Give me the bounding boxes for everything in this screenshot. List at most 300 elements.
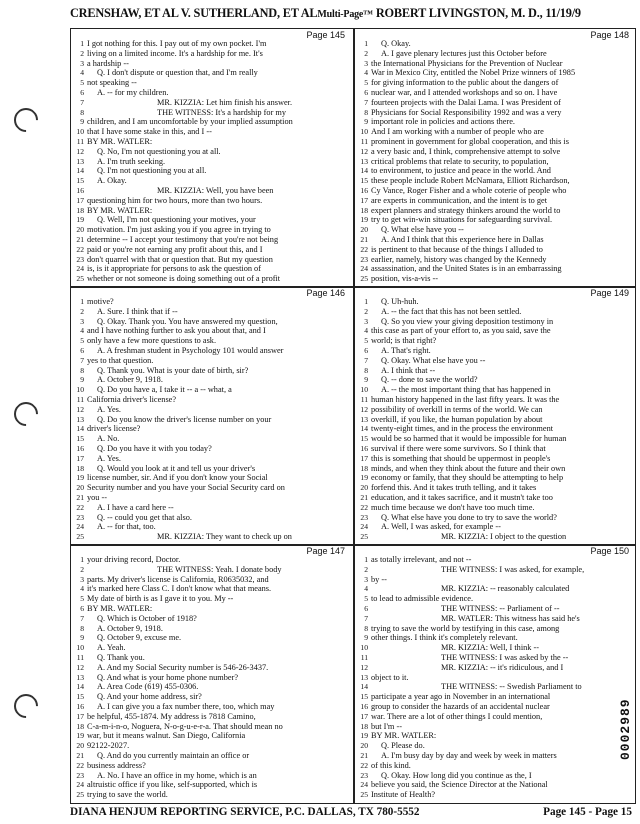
line-text: BY MR. WATLER:: [87, 603, 153, 613]
line-number: 8: [80, 623, 84, 633]
line-text: other things. I think it's completely relevant.: [371, 633, 518, 643]
transcript-line: [356, 59, 634, 69]
line-text: Q. Would you look at it and tell us your driver's: [97, 463, 256, 473]
transcript-line: [356, 653, 634, 663]
line-text: minds, and when they think about the future and their own: [371, 463, 566, 473]
line-number: 23: [360, 512, 368, 522]
line-text: trying to save the world by testifying in this case, among: [371, 623, 560, 633]
transcript-line: [356, 405, 634, 415]
line-text: survival if there were some survivors. So I think that: [371, 443, 546, 453]
line-number: 6: [80, 87, 84, 97]
transcript-line: [72, 663, 350, 673]
transcript-line: [356, 356, 634, 366]
line-number: 25: [76, 790, 84, 800]
line-number: 7: [80, 613, 84, 623]
line-number: 3: [80, 58, 84, 68]
line-number: 13: [76, 414, 84, 424]
line-number: 13: [76, 672, 84, 682]
line-number: 7: [364, 613, 368, 623]
line-number: 16: [76, 185, 84, 195]
transcript-line: [356, 483, 634, 493]
transcript-line: [72, 712, 350, 722]
line-text: A. I have a card here --: [97, 502, 174, 512]
line-number: 7: [80, 97, 84, 107]
line-number: 4: [80, 68, 84, 78]
line-number: 9: [80, 117, 84, 127]
line-text: A. I can give you a fax number there, too, which may: [97, 701, 275, 711]
line-text: would be so harmed that it would be impossible for human: [371, 434, 567, 444]
transcript-line: [72, 356, 350, 366]
line-text: Q. Thank you.: [97, 652, 145, 662]
line-number: 17: [360, 711, 368, 721]
transcript-line: [356, 493, 634, 503]
line-number: 18: [360, 463, 368, 473]
line-text: believe you said, the Science Director at the National: [371, 780, 548, 790]
line-number: 6: [364, 345, 368, 355]
line-text: A. Yes.: [97, 453, 121, 463]
line-number: 17: [76, 195, 84, 205]
line-number: 13: [360, 414, 368, 424]
line-number: 18: [360, 205, 368, 215]
transcript-line: [356, 395, 634, 405]
transcript-line: [72, 771, 350, 781]
column-divider: [353, 29, 355, 803]
line-text: driver's license?: [87, 424, 141, 434]
transcript-line: [356, 712, 634, 722]
line-number: 1: [80, 555, 84, 564]
page-number: Page 148: [590, 30, 629, 40]
transcript-line: [72, 790, 350, 800]
line-text: critical problems that relate to security, to population,: [371, 156, 549, 166]
transcript-line: [356, 503, 634, 513]
line-number: 21: [76, 750, 84, 760]
line-text: MR. KIZZIA: -- it's ridiculous, and I: [441, 662, 564, 672]
line-number: 1: [80, 39, 84, 48]
transcript-line: [356, 633, 634, 643]
line-text: to environment, to justice and peace in the world. And: [371, 166, 551, 176]
transcript-line: [72, 206, 350, 216]
line-text: Q. And your home address, sir?: [97, 692, 202, 702]
line-text: trying to save the world.: [87, 790, 168, 800]
line-number: 11: [76, 136, 84, 146]
transcript-line: [72, 274, 350, 284]
binder-hole-2: [9, 397, 43, 431]
transcript-line: [356, 771, 634, 781]
line-number: 20: [360, 483, 368, 493]
line-number: 7: [80, 355, 84, 365]
transcript-line: [356, 307, 634, 317]
line-text: living on a limited income. It's a hardship for me. It's: [87, 48, 263, 58]
line-number: 12: [360, 146, 368, 156]
line-text: MR. KIZZIA: Well, you have been: [157, 185, 274, 195]
bates-stamp: 0002989: [618, 698, 633, 760]
line-text: 92122-2027.: [87, 741, 130, 751]
line-text: A. October 9, 1918.: [97, 623, 163, 633]
transcript-lines: [356, 297, 634, 542]
transcript-line: [72, 653, 350, 663]
transcript-line: [72, 682, 350, 692]
line-text: BY MR. WATLER:: [371, 731, 437, 741]
line-text: to lead to admissible evidence.: [371, 594, 474, 604]
line-text: be helpful, 455-1874. My address is 7818 Camino,: [87, 711, 256, 721]
transcript-line: [72, 157, 350, 167]
line-text: THE WITNESS: It's a hardship for my: [157, 107, 287, 117]
transcript-lines: [72, 555, 350, 800]
line-number: 25: [360, 532, 368, 542]
line-text: Q. Uh-huh.: [381, 297, 419, 306]
line-text: by --: [371, 574, 387, 584]
line-number: 7: [364, 355, 368, 365]
transcript-line: [72, 49, 350, 59]
line-text: A. No. I have an office in my home, which is an: [97, 770, 257, 780]
transcript-line: [72, 255, 350, 265]
footer-page-range: Page 145 - Page 15: [543, 806, 632, 818]
line-number: 4: [364, 584, 368, 594]
line-number: 10: [76, 127, 84, 137]
line-text: Security number and you have your Social Security card on: [87, 483, 285, 493]
transcript-line: [72, 176, 350, 186]
line-number: 18: [360, 721, 368, 731]
line-number: 5: [364, 594, 368, 604]
transcript-line: [356, 532, 634, 542]
line-number: 24: [76, 522, 84, 532]
transcript-line: [356, 117, 634, 127]
transcript-line: [72, 127, 350, 137]
line-text: earlier, namely, history was changed by the Kennedy: [371, 254, 547, 264]
line-text: A. -- for my children.: [97, 87, 169, 97]
line-number: 16: [360, 185, 368, 195]
line-number: 21: [360, 750, 368, 760]
line-text: A. I'm busy day by day and week by week in matters: [381, 750, 557, 760]
line-number: 9: [364, 375, 368, 385]
transcript-line: [72, 98, 350, 108]
line-text: Q. And what is your home phone number?: [97, 672, 239, 682]
line-number: 3: [80, 574, 84, 584]
transcript-line: [72, 59, 350, 69]
line-text: questioning him for two hours, more than two hours.: [87, 195, 263, 205]
line-number: 21: [360, 234, 368, 244]
transcript-line: [72, 604, 350, 614]
line-text: of this kind.: [371, 760, 411, 770]
line-number: 18: [76, 463, 84, 473]
line-text: BY MR. WATLER:: [87, 136, 153, 146]
line-number: 14: [360, 682, 368, 692]
line-text: it's marked here Class C. I don't know what that means.: [87, 584, 272, 594]
line-text: Q. And do you currently maintain an office or: [97, 750, 250, 760]
line-text: whether or not someone is doing something out of a profit: [87, 274, 281, 284]
line-text: motivation. I'm just asking you if you agree in trying to: [87, 225, 271, 235]
line-text: Q. October 9, excuse me.: [97, 633, 182, 643]
line-text: Institute of Health?: [371, 790, 436, 800]
line-number: 25: [76, 532, 84, 542]
line-text: as totally irrelevant, and not --: [371, 555, 472, 564]
line-text: My date of birth is as I gave it to you. My --: [87, 594, 234, 604]
transcript-line: [356, 235, 634, 245]
transcript-line: [72, 761, 350, 771]
transcript-line: [356, 196, 634, 206]
transcript-line: [72, 375, 350, 385]
transcript-line: [72, 594, 350, 604]
transcript-page-5: [72, 546, 350, 802]
transcript-line: [72, 434, 350, 444]
line-text: Q. Which is October of 1918?: [97, 613, 197, 623]
line-text: MR. KIZZIA: I object to the question: [441, 532, 567, 542]
transcript-line: [72, 555, 350, 565]
line-number: 17: [360, 453, 368, 463]
line-text: prominent in government for global cooperation, and this is: [371, 136, 569, 146]
line-text: this case as part of your effort to, as you said, save the: [371, 326, 551, 336]
line-number: 12: [360, 662, 368, 672]
line-text: but I'm --: [371, 721, 402, 731]
transcript-line: [356, 682, 634, 692]
line-text: Q. Well, I'm not questioning your motives, your: [97, 215, 256, 225]
line-number: 6: [364, 87, 368, 97]
line-text: parts. My driver's license is California, R0635032, and: [87, 574, 269, 584]
transcript-line: [356, 137, 634, 147]
line-text: MR. KIZZIA: They want to check up on: [157, 532, 292, 542]
line-text: yes to that question.: [87, 355, 154, 365]
line-number: 23: [360, 770, 368, 780]
line-text: are experts in communication, and the intent is to get: [371, 195, 548, 205]
line-text: that I have some stake in this, and I --: [87, 127, 212, 137]
transcript-line: [356, 594, 634, 604]
line-number: 22: [360, 760, 368, 770]
line-number: 16: [76, 443, 84, 453]
line-text: A. And my Social Security number is 546-26-3437.: [97, 662, 269, 672]
transcript-line: [356, 424, 634, 434]
line-text: motive?: [87, 297, 114, 306]
transcript-line: [356, 575, 634, 585]
line-number: 23: [76, 512, 84, 522]
transcript-line: [356, 157, 634, 167]
line-text: Q. Do you have a, I take it -- a -- what, a: [97, 385, 232, 395]
page-header: [70, 6, 636, 26]
line-text: and I have nothing further to ask you about that, and I: [87, 326, 266, 336]
line-text: A. -- the fact that this has not been settled.: [381, 306, 522, 316]
line-number: 17: [76, 711, 84, 721]
transcript-line: [356, 731, 634, 741]
line-number: 12: [76, 404, 84, 414]
line-text: Q. -- could you get that also.: [97, 512, 192, 522]
transcript-line: [72, 702, 350, 712]
line-text: Q. Please do.: [381, 741, 425, 751]
transcript-line: [72, 235, 350, 245]
line-text: BY MR. WATLER:: [87, 205, 153, 215]
line-number: 11: [360, 394, 368, 404]
line-number: 22: [360, 502, 368, 512]
line-text: THE WITNESS: I was asked by the --: [441, 652, 569, 662]
line-text: the International Physicians for the Prevention of Nuclear: [371, 58, 563, 68]
line-text: is, is it appropriate for persons to ask the question of: [87, 264, 261, 274]
transcript-line: [356, 326, 634, 336]
line-text: THE WITNESS: Yeah. I donate body: [157, 564, 282, 574]
line-number: 1: [364, 297, 368, 306]
transcript-line: [72, 614, 350, 624]
transcript-line: [72, 186, 350, 196]
line-number: 25: [76, 274, 84, 284]
line-number: 11: [76, 652, 84, 662]
line-number: 17: [76, 453, 84, 463]
line-number: 7: [364, 97, 368, 107]
line-text: overkill, if you like, the human population by about: [371, 414, 543, 424]
line-number: 15: [360, 692, 368, 702]
line-number: 12: [76, 662, 84, 672]
line-text: Q. Okay.: [381, 39, 411, 48]
line-text: war. There are a lot of other things I could mention,: [371, 711, 543, 721]
line-text: business address?: [87, 760, 146, 770]
transcript-line: [72, 565, 350, 575]
page-footer: [70, 806, 636, 822]
transcript-lines: [356, 39, 634, 284]
transcript-page-1: [72, 30, 350, 286]
transcript-line: [356, 643, 634, 653]
line-number: 19: [76, 473, 84, 483]
line-number: 19: [360, 473, 368, 483]
line-number: 3: [364, 58, 368, 68]
transcript-line: [356, 513, 634, 523]
transcript-line: [72, 346, 350, 356]
line-number: 24: [360, 780, 368, 790]
transcript-line: [356, 68, 634, 78]
transcript-line: [72, 513, 350, 523]
line-text: A. I think that --: [381, 365, 436, 375]
line-number: 24: [76, 780, 84, 790]
line-number: 8: [364, 623, 368, 633]
transcript-line: [72, 444, 350, 454]
line-text: California driver's license?: [87, 394, 177, 404]
line-text: MR. WATLER: This witness has said he's: [441, 613, 580, 623]
line-text: altruistic office if you like, self-supported, which is: [87, 780, 258, 790]
line-text: paid or you're not earning any profit about this, and I: [87, 244, 263, 254]
line-text: Q. Okay. Thank you. You have answered my question,: [97, 316, 278, 326]
line-text: A. -- for that, too.: [97, 522, 156, 532]
line-number: 22: [76, 502, 84, 512]
line-number: 12: [360, 404, 368, 414]
line-number: 2: [364, 306, 368, 316]
transcript-line: [72, 731, 350, 741]
line-number: 6: [80, 345, 84, 355]
transcript-line: [356, 673, 634, 683]
line-text: I got nothing for this. I pay out of my own pocket. I'm: [87, 39, 267, 48]
transcript-line: [356, 415, 634, 425]
transcript-line: [356, 522, 634, 532]
line-number: 15: [360, 176, 368, 186]
line-number: 5: [80, 594, 84, 604]
transcript-line: [356, 225, 634, 235]
transcript-line: [356, 761, 634, 771]
transcript-line: [72, 473, 350, 483]
transcript-page-6: [356, 546, 634, 802]
transcript-line: [356, 255, 634, 265]
line-number: 11: [360, 652, 368, 662]
transcript-line: [356, 741, 634, 751]
transcript-line: [72, 108, 350, 118]
line-number: 6: [364, 603, 368, 613]
line-text: nuclear war, and I attended workshops and so on. I have: [371, 87, 558, 97]
binder-hole-3: [9, 689, 43, 723]
line-number: 15: [360, 434, 368, 444]
line-text: Cy Vance, Roger Fisher and a whole coterie of people who: [371, 185, 567, 195]
line-number: 10: [76, 385, 84, 395]
line-text: Q. No, I'm not questioning you at all.: [97, 146, 221, 156]
transcript-line: [72, 503, 350, 513]
line-text: A. Area Code (619) 455-0306.: [97, 682, 199, 692]
transcript-line: [356, 166, 634, 176]
transcript-line: [356, 604, 634, 614]
line-text: C-a-m-i-n-o, Noguera, N-o-g-u-e-r-a. That should mean no: [87, 721, 283, 731]
line-text: for giving information to the public about the dangers of: [371, 78, 559, 88]
line-number: 13: [76, 156, 84, 166]
transcript-line: [356, 274, 634, 284]
page-number: Page 149: [590, 288, 629, 298]
transcript-line: [356, 186, 634, 196]
transcript-line: [72, 317, 350, 327]
line-number: 20: [360, 225, 368, 235]
transcript-line: [72, 633, 350, 643]
transcript-line: [72, 166, 350, 176]
line-number: 16: [360, 701, 368, 711]
line-number: 3: [80, 316, 84, 326]
transcript-line: [356, 49, 634, 59]
transcript-line: [356, 624, 634, 634]
transcript-line: [72, 297, 350, 307]
transcript-line: [72, 424, 350, 434]
transcript-line: [72, 385, 350, 395]
line-text: Q. Thank you. What is your date of birth, sir?: [97, 365, 249, 375]
transcript-line: [72, 483, 350, 493]
line-number: 21: [76, 234, 84, 244]
line-text: economy or family, that they should be attempting to help: [371, 473, 564, 483]
line-text: a very basic and, I think, comprehensive attempt to solve: [371, 146, 561, 156]
line-text: only have a few more questions to ask.: [87, 336, 217, 346]
transcript-line: [356, 722, 634, 732]
line-number: 13: [360, 672, 368, 682]
line-text: fourteen projects with the Dalai Lama. I was President of: [371, 97, 561, 107]
line-number: 1: [364, 555, 368, 564]
line-number: 4: [80, 584, 84, 594]
header-multipage: Multi-Page™: [317, 9, 373, 20]
footer-reporting-service: DIANA HENJUM REPORTING SERVICE, P.C. DALLAS, TX 780-5552: [70, 806, 420, 818]
transcript-line: [356, 375, 634, 385]
line-text: is pertinent to that because of the things I alluded to: [371, 244, 543, 254]
line-text: important role in policies and actions there.: [371, 117, 516, 127]
line-number: 1: [80, 297, 84, 306]
line-number: 1: [364, 39, 368, 48]
line-text: A. A freshman student in Psychology 101 would answer: [97, 345, 284, 355]
line-text: object to it.: [371, 672, 409, 682]
line-number: 16: [360, 443, 368, 453]
line-number: 14: [76, 682, 84, 692]
transcript-line: [356, 444, 634, 454]
transcript-lines: [72, 39, 350, 284]
transcript-line: [72, 245, 350, 255]
line-number: 2: [80, 48, 84, 58]
line-text: not speaking --: [87, 78, 137, 88]
binder-hole-1: [9, 103, 43, 137]
line-number: 23: [76, 254, 84, 264]
line-number: 8: [80, 365, 84, 375]
line-number: 6: [80, 603, 84, 613]
transcript-page-3: [72, 288, 350, 544]
line-text: world; is that right?: [371, 336, 437, 346]
line-text: position, vis-a-vis --: [371, 274, 439, 284]
transcript-line: [72, 415, 350, 425]
transcript-lines: [356, 555, 634, 800]
transcript-line: [356, 584, 634, 594]
line-text: THE WITNESS: -- Swedish Parliament to: [441, 682, 582, 692]
line-number: 16: [76, 701, 84, 711]
line-text: these people include Robert McNamara, Elliott Richardson,: [371, 176, 570, 186]
